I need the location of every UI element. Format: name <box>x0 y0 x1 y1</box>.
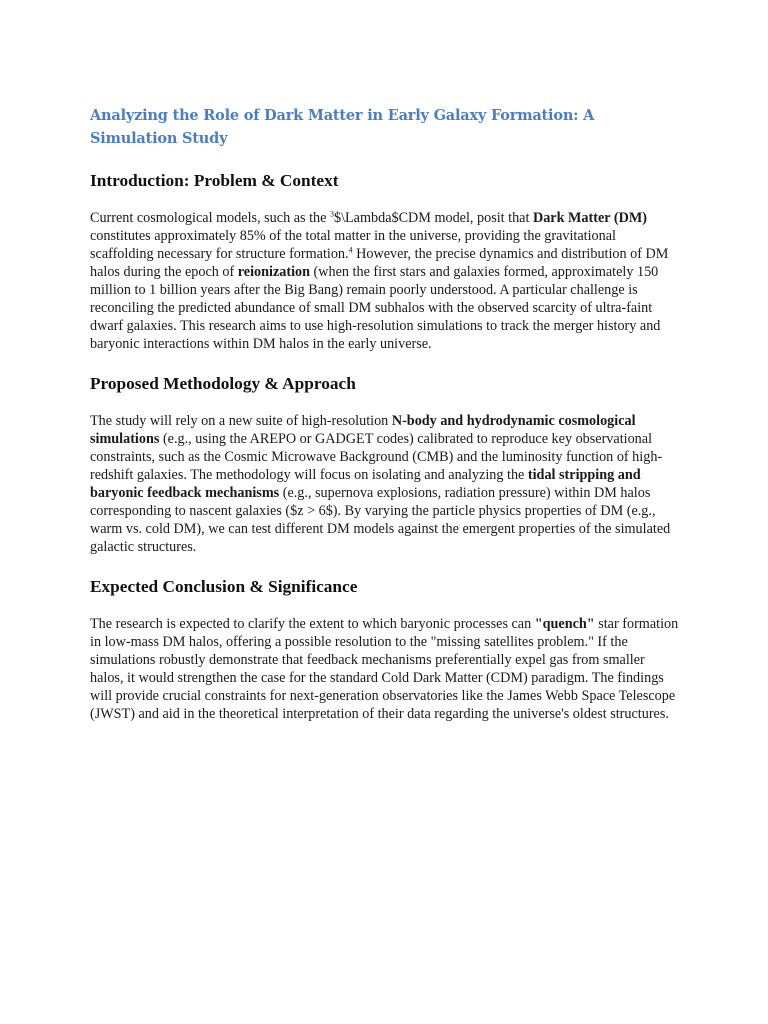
text-run: constitutes approximately 85% of the total matter in the universe, providing the gravitational scaffolding necessary for structure formation. <box>90 228 616 262</box>
text-run: However, the precise dynamics and distribution of DM halos during the epoch of <box>90 246 669 280</box>
footnote-ref: 3 <box>329 209 334 219</box>
introduction-paragraph <box>90 209 680 353</box>
text-run: The research is expected to clarify the extent to which baryonic processes can <box>90 616 535 632</box>
text-run: $\Lambda$CDM model, posit that <box>333 210 533 226</box>
text-run: (e.g., supernova explosions, radiation pressure) within DM halos corresponding to nascent galaxies ($z > 6$). By varying the particle physics properties of DM (e.g., warm vs. cold DM), we can test different DM models against the emergent properties of the simulated galactic structures. <box>90 485 671 555</box>
bold-term: N-body and hydrodynamic cosmological simulations <box>90 413 636 447</box>
methodology-paragraph <box>90 412 680 556</box>
document-page <box>90 104 680 743</box>
conclusion-paragraph <box>90 615 680 723</box>
section-heading-conclusion: Expected Conclusion & Significance <box>90 577 358 596</box>
bold-term: Dark Matter (DM) <box>532 210 647 226</box>
text-run: (when the first stars and galaxies formed, approximately 150 million to 1 billion years after the Big Bang) remain poorly understood. A particular challenge is reconciling the predicted abundance of small DM subhalos with the observed scarcity of ultra-faint dwarf galaxies. This research aims to use high-resolution simulations to track the merger history and baryonic interactions within DM halos in the early universe. <box>90 264 661 352</box>
document-title: Analyzing the Role of Dark Matter in Early Galaxy Formation: A Simulation Study <box>90 107 595 147</box>
footnote-ref: 4 <box>348 245 353 255</box>
bold-term: "quench" <box>534 616 595 632</box>
text-run: The study will rely on a new suite of high-resolution <box>90 413 392 429</box>
text-run: star formation in low-mass DM halos, offering a possible resolution to the "missing satellites problem." If the simulations robustly demonstrate that feedback mechanisms preferentially expel gas from smaller halos, it would strengthen the case for the standard Cold Dark Matter (CDM) paradigm. The findings will provide crucial constraints for next-generation observatories like the James Webb Space Telescope (JWST) and aid in the theoretical interpretation of their data regarding the universe's oldest structures. <box>90 616 679 722</box>
bold-term: tidal stripping and baryonic feedback mechanisms <box>90 467 641 501</box>
section-heading-introduction: Introduction: Problem & Context <box>90 171 339 190</box>
section-heading-methodology: Proposed Methodology & Approach <box>90 374 356 393</box>
text-run: (e.g., using the AREPO or GADGET codes) calibrated to reproduce key observational constraints, such as the Cosmic Microwave Background (CMB) and the luminosity function of high-redshift galaxies. The methodology will focus on isolating and analyzing the <box>90 431 663 483</box>
text-run: Current cosmological models, such as the <box>90 210 330 226</box>
bold-term: reionization <box>237 264 310 280</box>
